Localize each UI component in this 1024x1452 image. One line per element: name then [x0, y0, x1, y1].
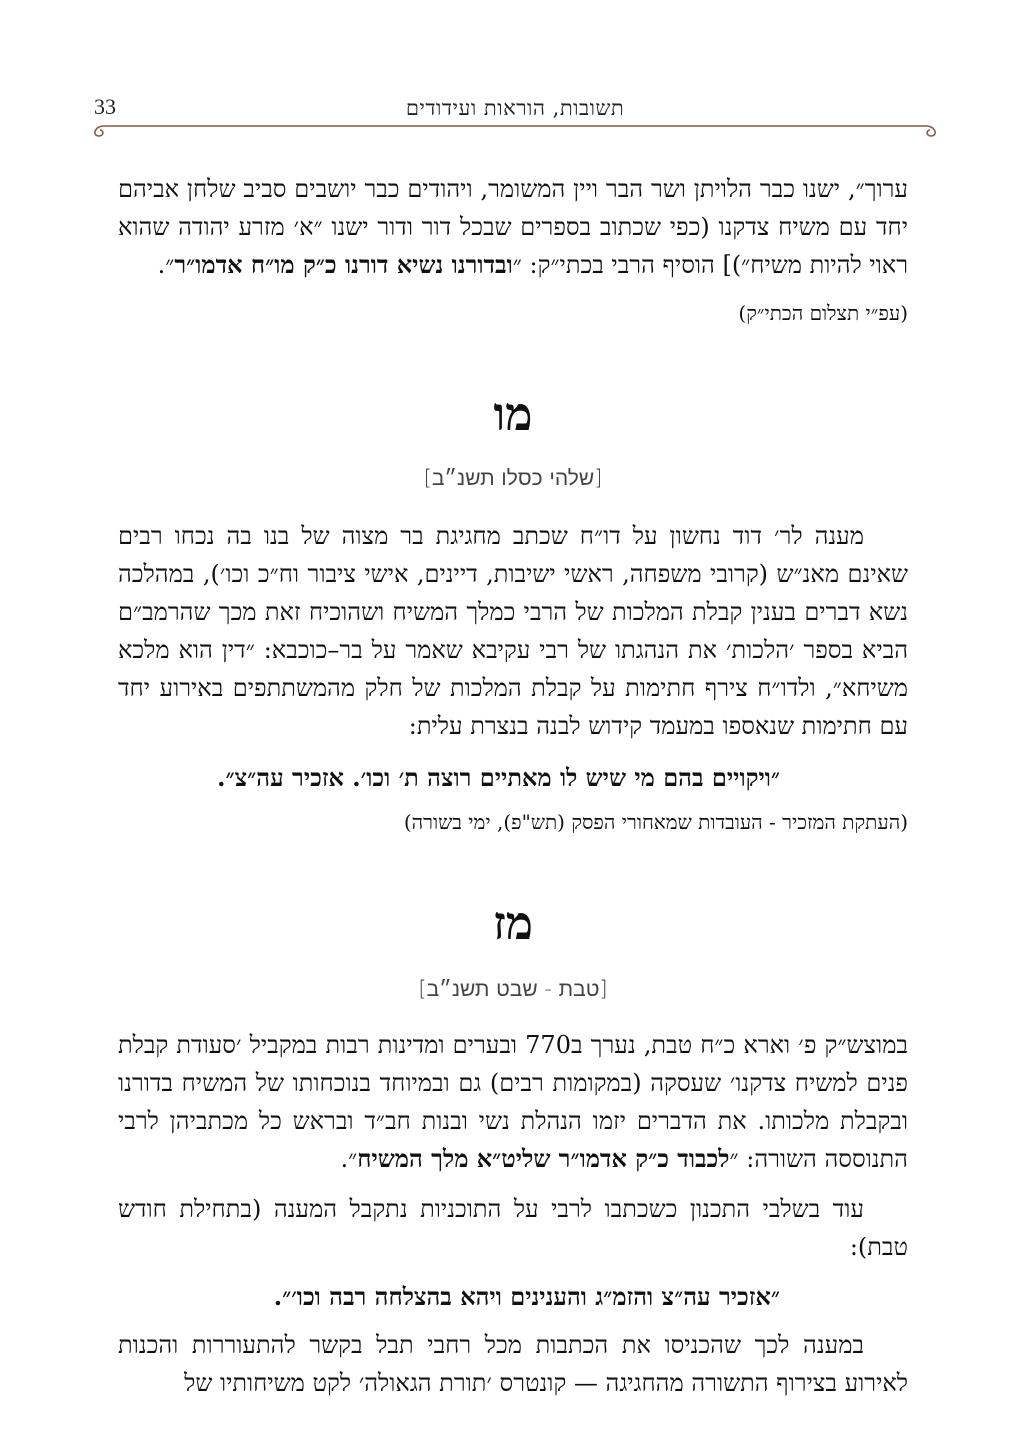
page-body [118, 170, 908, 1402]
intro-paragraph: ערוך״, ישנו כבר הלויתן ושר הבר ויין המשומר, ויהודים כבר יושבים סביב שלחן אביהם יחד עם משיח צדקנו (כפי שכתוב בספרים שבכל דור ודור ישנו ״א׳ מזרע יהודה שהוא ראוי להיות משיח״)] הוסיף הרבי בכתי״ק: ״ובדורנו נשיא דורנו כ״ק מו״ח אדמו״ר״. [118, 175, 908, 279]
header-rule-ornament [90, 120, 940, 140]
section-title-mu: מו [493, 387, 533, 441]
intro-source: (עפ״י תצלום הכתי״ק) [738, 301, 908, 325]
section-mz-quote: ״אזכיר עה״צ והזמ״ג והענינים ויהא בהצלחה רבה וכו׳״. [273, 1282, 780, 1311]
running-header [90, 90, 940, 140]
section-mu-source: (העתקת המזכיר - העובדות שמאחורי הפסק (תש"פ), ימי בשורה) [403, 810, 908, 834]
section-mz-paragraph-1: במוצש״ק פ׳ וארא כ״ח טבת, נערך ב770 ובערים ומדינות רבות במקביל ׳סעודת קבלת פנים למשיח צדקנו׳ שעסקה (במקומות רבים) גם ובמיוחד בנוכחותו של המשיח בדורנו ובקבלת מלכותו. את הדברים יזמו הנהלת נשי ובנות חב״ד ובראש כל מכתביהן לרבי התנוססה השורה: ״לכבוד כ״ק אדמו״ר שליט״א מלך המשיח״. [118, 1031, 909, 1173]
section-title-mz: מז [492, 896, 534, 950]
section-mz-paragraph-2: עוד בשלבי התכנון כשכתבו לרבי על התוכניות נתקבל המענה (בתחילת חודש טבת): [118, 1195, 908, 1261]
running-title: תשובות, הוראות ועידודים [405, 96, 625, 120]
section-date-mz: [טבת - שבט תשנ״ב] [418, 977, 608, 1001]
page-number: 33 [94, 94, 116, 119]
section-mu-paragraph: מענה לר׳ דוד נחשון על דו״ח שכתב מחגיגת בר מצוה של בנו בה נכחו רבים שאינם מאנ״ש (קרובי משפחה, ראשי ישיבות, דיינים, אישי ציבור וח״כ וכו׳), במהלכה נשא דברים בענין קבלת המלכות של הרבי כמלך המשיח ושהוכיח זאת מכך שהרמב״ם הביא בספר ׳הלכות׳ את הנהגתו של רבי עקיבא שאמר על בר–כוכבא: ״דין הוא מלכא משיחא״, ולדו״ח צירף חתימות על קבלת המלכות של חלק מהמשתתפים באירוע יחד עם חתימות שנאספו במעמד קידוש לבנה בנצרת עלית: [118, 522, 909, 740]
section-mz-paragraph-3: במענה לכך שהכניסו את הכתבות מכל רחבי תבל בקשר להתעוררות והכנות לאירוע בצירוף התשורה מהחגיגה — קונטרס ׳תורת הגאולה׳ לקט משיחותיו של [118, 1331, 908, 1397]
section-mu-quote: ״ויקויים בהם מי שיש לו מאתיים רוצה ת׳ וכו׳. אזכיר עה״צ״. [217, 763, 780, 792]
section-date-mu: [שלהי כסלו תשנ״ב] [423, 466, 603, 490]
